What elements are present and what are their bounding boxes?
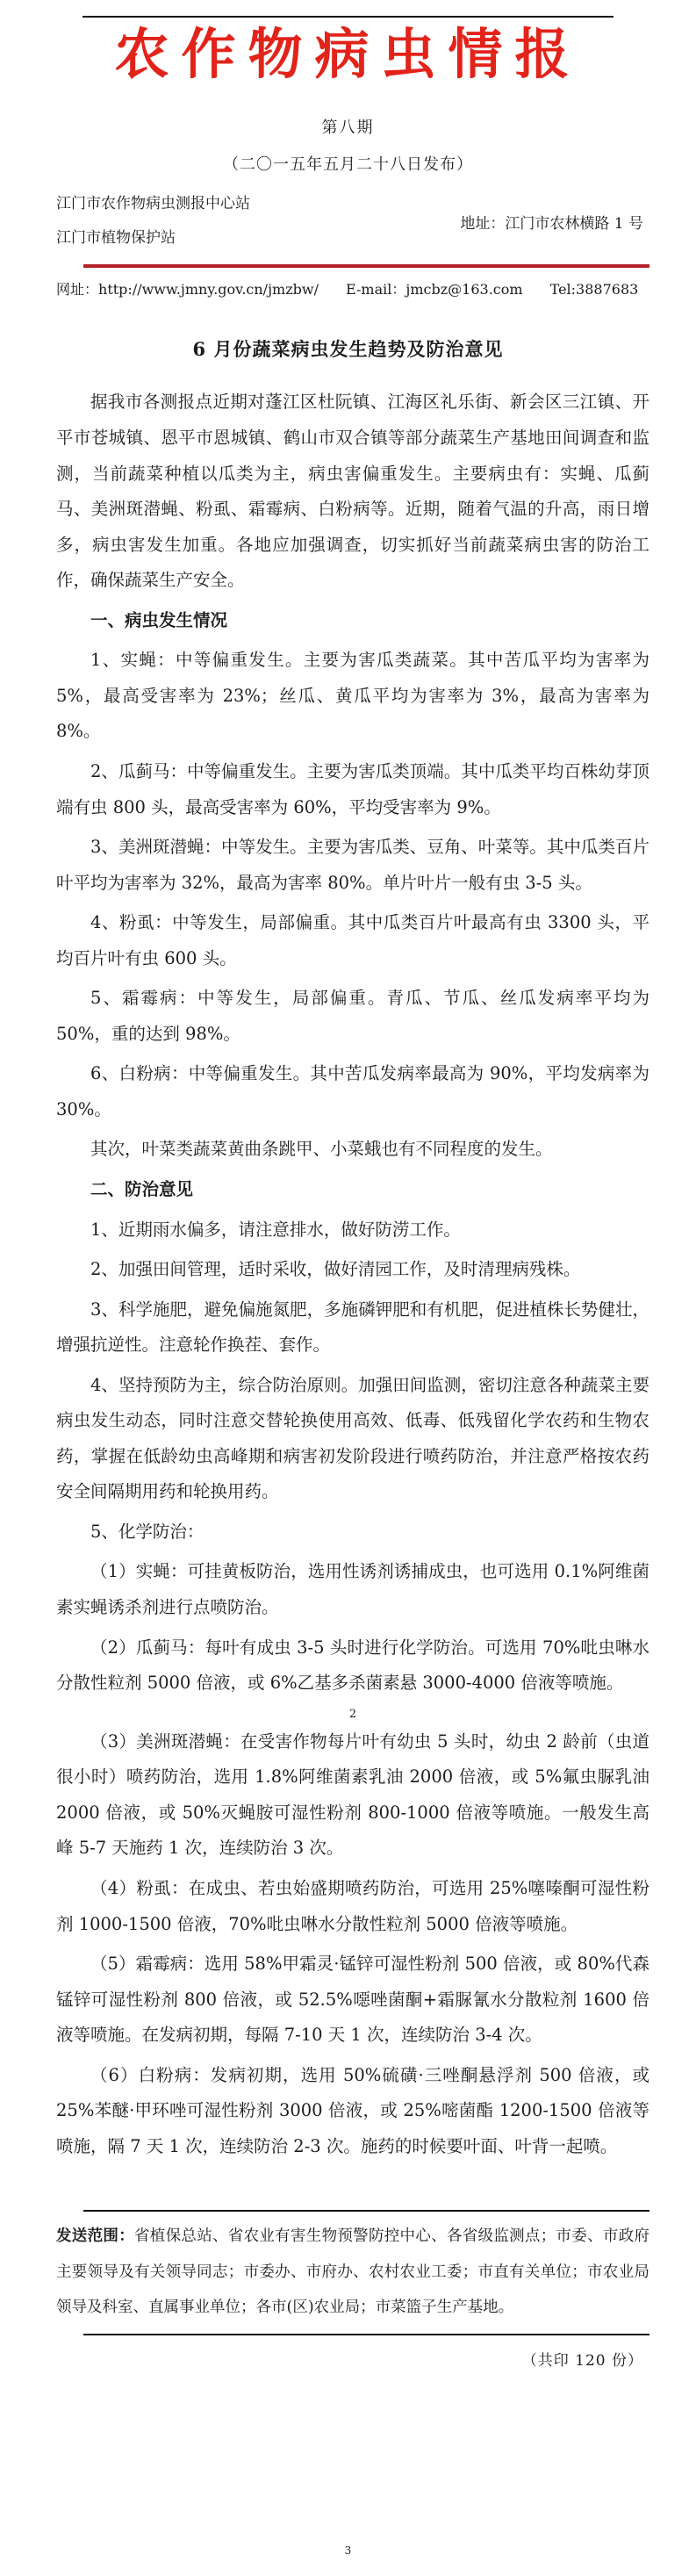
paragraph: （3）美洲斑潜蝇：在受害作物每片叶有幼虫 5 头时，幼虫 2 龄前（虫道很小时）喷药防治，选用 1.8%阿维菌素乳油 2000 倍液，或 5%氟虫脲乳油 2000 倍液，或 50%灭蝇胺可湿性粉剂 800-1000 倍液等喷施。一般发生高峰 5-7 天施药 1 次，连续防治 3 次。	[56, 1731, 649, 1859]
issue-number: 第八期	[321, 119, 375, 138]
print-count: （共印 120 份）	[521, 2352, 643, 2371]
paragraph: 6、白粉病：中等偏重发生。其中苦瓜发病率最高为 90%，平均发病率为 30%。	[56, 1063, 649, 1119]
org-line-2: 江门市植物保护站	[56, 229, 176, 248]
org-line-1: 江门市农作物病虫测报中心站	[56, 195, 250, 213]
paragraph: 其次，叶菜类蔬菜黄曲条跳甲、小菜蛾也有不同程度的发生。	[90, 1139, 553, 1160]
paragraph: 3、美洲斑潜蝇：中等发生。主要为害瓜类、豆角、叶菜等。其中瓜类百片叶平均为害率为 32%，最高为害率 80%。单片叶片一般有虫 3-5 头。	[56, 837, 649, 893]
paragraph: （4）粉虱：在成虫、若虫始盛期喷药防治，可选用 25%噻嗪酮可湿性粉剂 1000-1500 倍液，70%吡虫啉水分散性粒剂 5000 倍液等喷施。	[56, 1878, 649, 1934]
distribution-text: 省植保总站、省农业有害生物预警防控中心、各省级监测点；市委、市政府主要领导及有关领导同志；市委办、市府办、农村农业工委；市直有关单位；市农业局领导及科室、直属事业单位；各市(区)农业局；市菜篮子生产基地。	[56, 2227, 650, 2316]
issuing-organizations	[56, 187, 250, 255]
distribution-scope	[0, 2212, 696, 2334]
website-url: http://www.jmny.gov.cn/jmzbw/	[98, 281, 319, 299]
paragraph: （5）霜霉病：选用 58%甲霜灵·锰锌可湿性粉剂 500 倍液，或 80%代森锰锌可湿性粉剂 800 倍液，或 52.5%噁唑菌酮+霜脲氰水分散粒剂 1600 倍液等喷施。在发病初期，每隔 7-10 天 1 次，连续防治 3-4 次。	[56, 1954, 649, 2046]
top-rule	[83, 16, 613, 18]
document-title: 农作物病虫情报	[114, 22, 582, 86]
paragraph: 2、瓜蓟马：中等偏重发生。主要为害瓜类顶端。其中瓜类平均百株幼芽顶端有虫 800 头，最高受害率为 60%，平均受害率为 9%。	[56, 760, 649, 817]
page-number: 3	[344, 2544, 352, 2557]
paragraph: 据我市各测报点近期对蓬江区杜阮镇、江海区礼乐街、新会区三江镇、开平市苍城镇、恩平市恩城镇、鹤山市双合镇等部分蔬菜生产基地田间调查和监测，当前蔬菜种植以瓜类为主，病虫害偏重发生。主要病虫有：实蝇、瓜蓟马、美洲斑潜蝇、粉虱、霜霉病、白粉病等。近期，随着气温的升高，雨日增多，病虫害发生加重。各地应加强调查，切实抓好当前蔬菜病虫害的防治工作，确保蔬菜生产安全。	[56, 392, 649, 591]
footer-bottom-rule	[83, 2334, 649, 2335]
email-address: jmcbz@163.com	[405, 281, 523, 299]
telephone: Tel:3887683	[549, 281, 639, 299]
article-heading: 6 月份蔬菜病虫发生趋势及防治意见	[192, 338, 504, 361]
website-label: 网址：	[56, 281, 99, 299]
paragraph: 1、实蝇：中等偏重发生。主要为害瓜类蔬菜。其中苦瓜平均为害率为 5%，最高受害率为 23%；丝瓜、黄瓜平均为害率为 3%，最高为害率为 8%。	[56, 650, 649, 742]
section-heading: 一、病虫发生情况	[90, 609, 228, 630]
paragraph: 5、霜霉病：中等发生，局部偏重。青瓜、节瓜、丝瓜发病率平均为 50%，重的达到 98%。	[56, 988, 649, 1044]
publish-date: （二〇一五年五月二十八日发布）	[223, 155, 473, 175]
paragraph: 1、近期雨水偏多，请注意排水，做好防涝工作。	[90, 1219, 461, 1240]
paragraph: 2、加强田间管理，适时采收，做好清园工作，及时清理病残株。	[90, 1259, 581, 1280]
paragraph: 4、粉虱：中等发生，局部偏重。其中瓜类百片叶最高有虫 3300 头，平均百片叶有虫 600 头。	[56, 912, 649, 968]
website	[56, 281, 319, 298]
paragraph: 5、化学防治：	[90, 1521, 204, 1542]
paragraph: 4、坚持预防为主，综合防治原则。加强田间监测，密切注意各种蔬菜主要病虫发生动态，同时注意交替轮换使用高效、低毒、低残留化学农药和生物农药，掌握在低龄幼虫高峰期和病害初发阶段进行喷药防治，并注意严格按农药安全间隔期用药和轮换用药。	[56, 1374, 649, 1502]
masthead-org-row	[0, 175, 696, 255]
distribution-label: 发送范围：	[56, 2227, 134, 2246]
email-label: E-mail：	[346, 281, 406, 299]
distribution-footer	[0, 2210, 696, 2370]
org-address: 地址：江门市农林横路 1 号	[460, 214, 643, 233]
inline-page-number: 2	[348, 1707, 357, 1721]
section-heading: 二、防治意见	[90, 1178, 194, 1199]
article-body	[0, 362, 696, 2164]
email	[346, 281, 523, 298]
paragraph: （1）实蝇：可挂黄板防治，选用性诱剂诱捕成虫，也可选用 0.1%阿维菌素实蝇诱杀剂进行点喷防治。	[56, 1561, 649, 1617]
paragraph: 3、科学施肥，避免偏施氮肥，多施磷钾肥和有机肥，促进植株长势健壮，增强抗逆性。注意轮作换茬、套作。	[56, 1299, 649, 1356]
paragraph: （6）白粉病：发病初期，选用 50%硫磺·三唑酮悬浮剂 500 倍液，或 25%苯醚·甲环唑可湿性粉剂 3000 倍液，或 25%嘧菌酯 1200-1500 倍液等喷施，隔 7 天 1 次，连续防治 2-3 次。施药的时候要叶面、叶背一起喷。	[56, 2064, 649, 2156]
contact-line	[0, 268, 696, 299]
paragraph: （2）瓜蓟马：每叶有成虫 3-5 头时进行化学防治。可选用 70%吡虫啉水分散性粒剂 5000 倍液，或 6%乙基多杀菌素悬 3000-4000 倍液等喷施。	[56, 1637, 649, 1694]
